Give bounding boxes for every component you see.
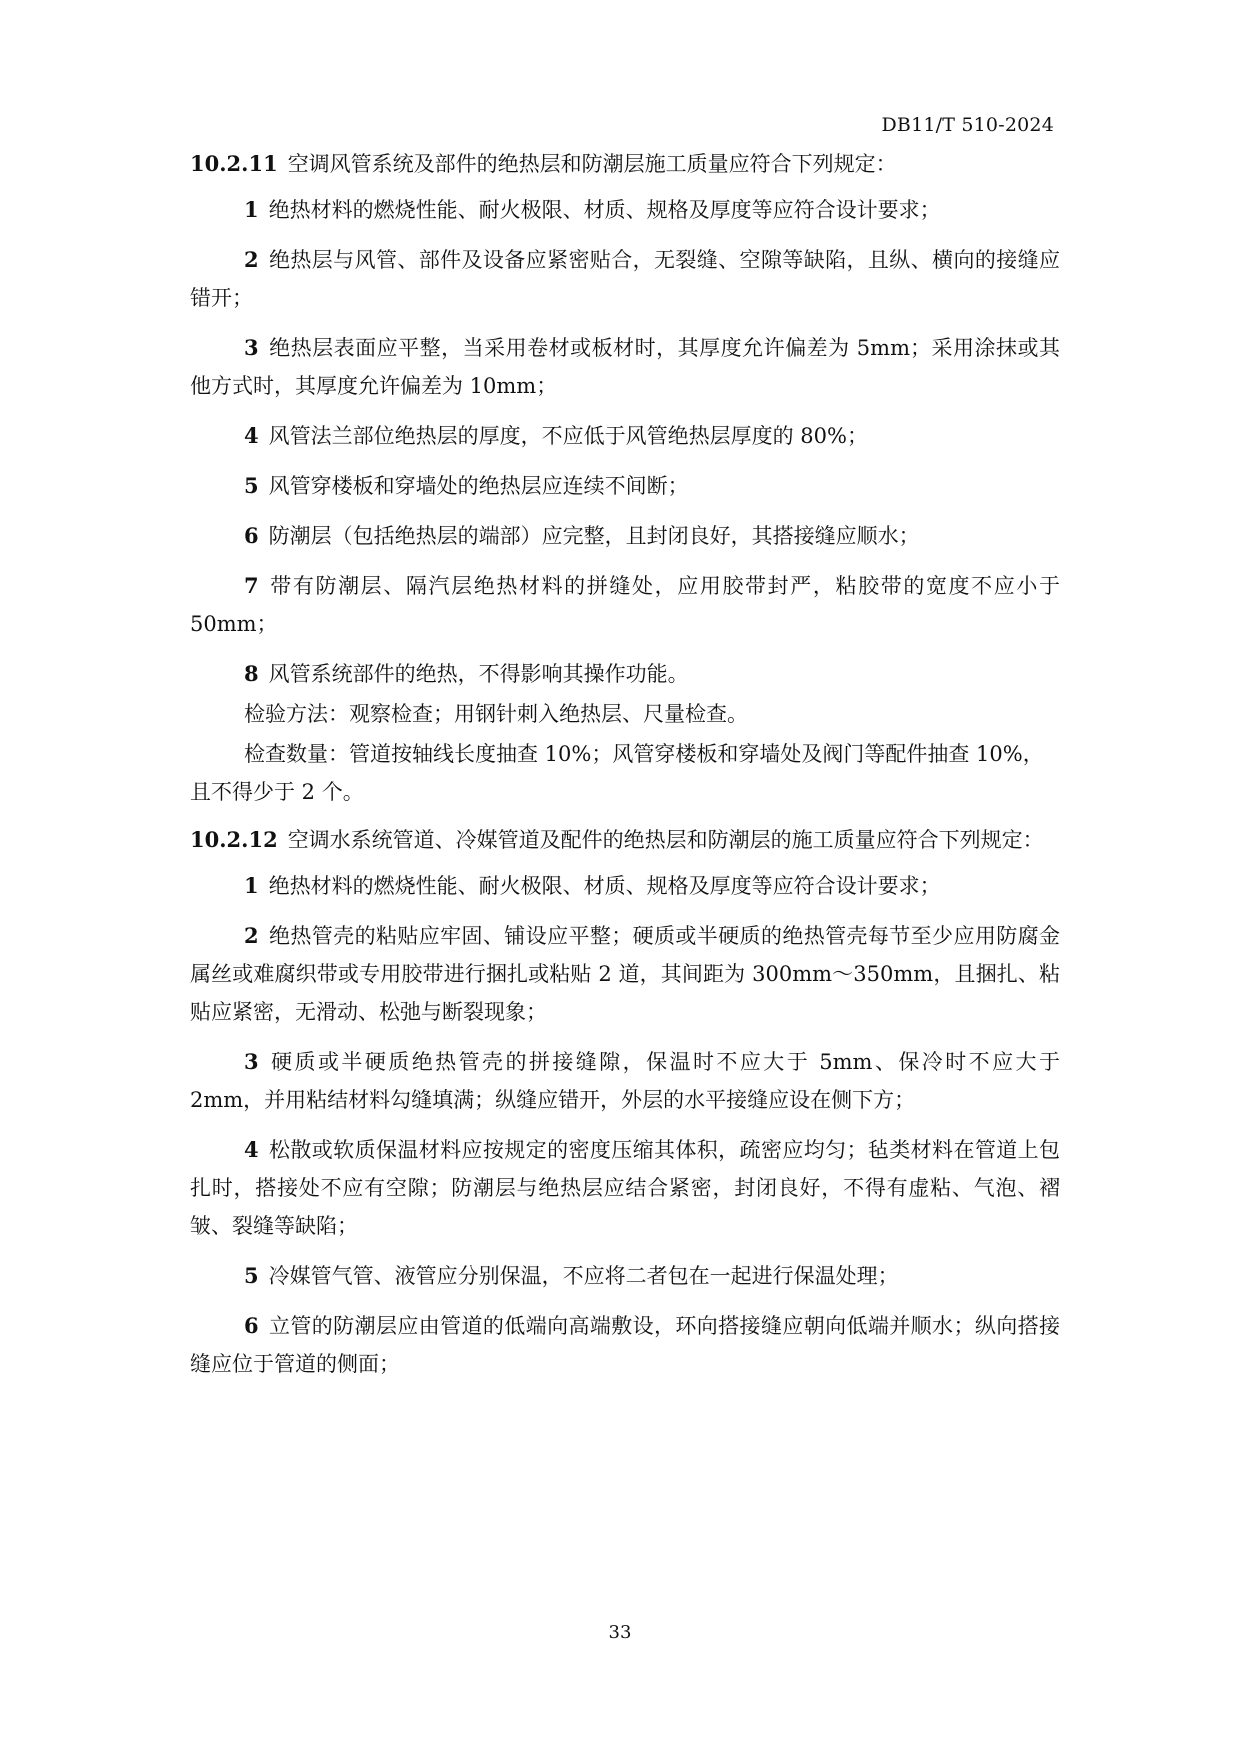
clause-heading bbox=[190, 145, 1060, 183]
item-number: 3 bbox=[244, 1049, 259, 1074]
item-text: 风管穿楼板和穿墙处的绝热层应连续不间断； bbox=[268, 474, 689, 498]
list-item bbox=[190, 567, 1060, 643]
list-item bbox=[190, 1043, 1060, 1119]
item-number: 4 bbox=[244, 423, 259, 448]
list-item bbox=[190, 1307, 1060, 1383]
item-number: 2 bbox=[244, 247, 259, 272]
item-number: 3 bbox=[244, 335, 259, 360]
list-item bbox=[190, 191, 1060, 229]
clause-title: 空调水系统管道、冷媒管道及配件的绝热层和防潮层的施工质量应符合下列规定： bbox=[287, 828, 1044, 852]
item-number: 7 bbox=[244, 573, 259, 598]
list-item bbox=[190, 467, 1060, 505]
list-item bbox=[190, 329, 1060, 405]
list-item bbox=[190, 241, 1060, 317]
item-text: 绝热层与风管、部件及设备应紧密贴合，无裂缝、空隙等缺陷，且纵、横向的接缝应错开； bbox=[190, 248, 1060, 310]
item-number: 2 bbox=[244, 923, 259, 948]
list-item bbox=[190, 1257, 1060, 1295]
item-number: 5 bbox=[244, 1263, 259, 1288]
item-number: 4 bbox=[244, 1137, 259, 1162]
list-item bbox=[190, 917, 1060, 1031]
inspection-method: 检验方法：观察检查；用钢针刺入绝热层、尺量检查。 bbox=[244, 702, 748, 726]
item-text: 立管的防潮层应由管道的低端向高端敷设，环向搭接缝应朝向低端并顺水；纵向搭接缝应位于管道的侧面； bbox=[190, 1314, 1060, 1376]
item-text: 冷媒管气管、液管应分别保温，不应将二者包在一起进行保温处理； bbox=[268, 1264, 899, 1288]
list-item bbox=[190, 867, 1060, 905]
item-number: 5 bbox=[244, 473, 259, 498]
item-text: 绝热层表面应平整，当采用卷材或板材时，其厚度允许偏差为 5mm；采用涂抹或其他方式时，其厚度允许偏差为 10mm； bbox=[190, 336, 1060, 398]
item-text: 绝热材料的燃烧性能、耐火极限、材质、规格及厚度等应符合设计要求； bbox=[268, 874, 941, 898]
inspection-quantity: 检查数量：管道按轴线长度抽查 10%；风管穿楼板和穿墙处及阀门等配件抽查 10%，且不得少于 2 个。 bbox=[190, 742, 1044, 804]
item-text: 风管系统部件的绝热，不得影响其操作功能。 bbox=[268, 662, 689, 686]
list-item bbox=[190, 1131, 1060, 1245]
item-text: 绝热材料的燃烧性能、耐火极限、材质、规格及厚度等应符合设计要求； bbox=[268, 198, 941, 222]
item-number: 8 bbox=[244, 661, 259, 686]
list-item bbox=[190, 417, 1060, 455]
list-item bbox=[190, 517, 1060, 555]
clause-title: 空调风管系统及部件的绝热层和防潮层施工质量应符合下列规定： bbox=[287, 152, 897, 176]
clause-number: 10.2.12 bbox=[190, 827, 278, 852]
item-number: 1 bbox=[244, 197, 259, 222]
item-text: 绝热管壳的粘贴应牢固、铺设应平整；硬质或半硬质的绝热管壳每节至少应用防腐金属丝或难腐织带或专用胶带进行捆扎或粘贴 2 道，其间距为 300mm～350mm，且捆扎、粘贴应紧密，无滑动、松弛与断裂现象； bbox=[190, 924, 1060, 1024]
document-id-header: DB11/T 510-2024 bbox=[881, 114, 1054, 136]
item-text: 松散或软质保温材料应按规定的密度压缩其体积，疏密应均匀；毡类材料在管道上包扎时，搭接处不应有空隙；防潮层与绝热层应结合紧密，封闭良好，不得有虚粘、气泡、褶皱、裂缝等缺陷； bbox=[190, 1138, 1060, 1238]
item-text: 风管法兰部位绝热层的厚度，不应低于风管绝热层厚度的 80%； bbox=[268, 424, 868, 448]
clause-heading bbox=[190, 821, 1060, 859]
list-item bbox=[190, 655, 1060, 693]
page-body bbox=[190, 145, 1060, 1395]
item-number: 6 bbox=[244, 523, 259, 548]
item-number: 1 bbox=[244, 873, 259, 898]
item-text: 防潮层（包括绝热层的端部）应完整，且封闭良好，其搭接缝应顺水； bbox=[268, 524, 920, 548]
item-text: 带有防潮层、隔汽层绝热材料的拼缝处，应用胶带封严，粘胶带的宽度不应小于 50mm； bbox=[190, 574, 1060, 636]
item-text: 硬质或半硬质绝热管壳的拼接缝隙，保温时不应大于 5mm、保冷时不应大于 2mm，并用粘结材料勾缝填满；纵缝应错开，外层的水平接缝应设在侧下方； bbox=[190, 1050, 1060, 1112]
page-number: 33 bbox=[608, 1622, 632, 1643]
item-number: 6 bbox=[244, 1313, 259, 1338]
clause-number: 10.2.11 bbox=[190, 151, 278, 176]
